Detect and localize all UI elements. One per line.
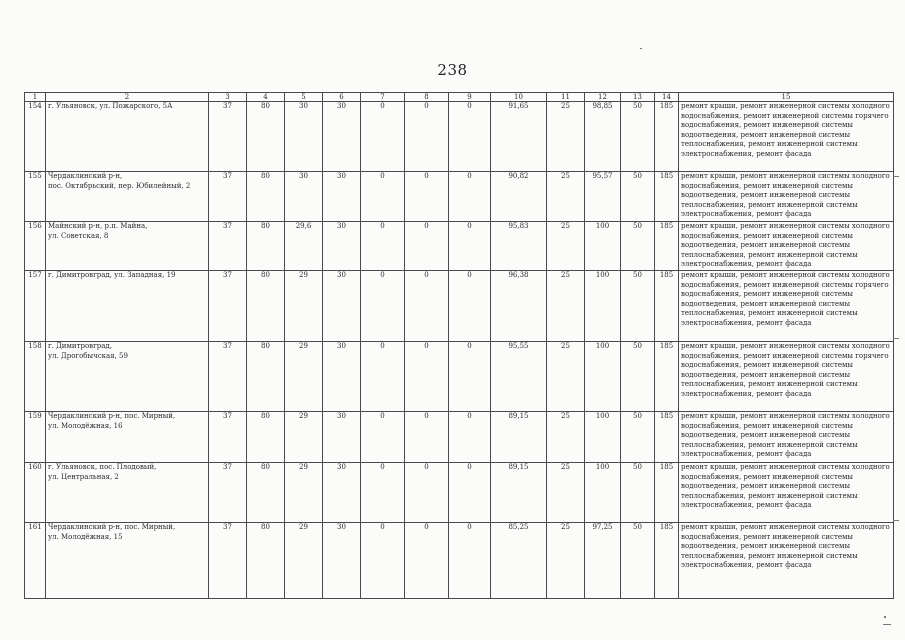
address-cell bbox=[46, 462, 209, 522]
address-cell bbox=[46, 411, 209, 462]
address-line: Чердаклинский р-н, пос. Мирный, bbox=[48, 522, 176, 531]
col-6-value: 30 bbox=[323, 341, 361, 411]
col-9-value: 0 bbox=[449, 411, 491, 462]
col-9-value: 0 bbox=[449, 172, 491, 222]
address-line: ул. Молодёжная, 16 bbox=[48, 421, 123, 430]
col-6-value: 30 bbox=[323, 462, 361, 522]
row-number: 155 bbox=[25, 172, 46, 222]
col-14-value: 185 bbox=[655, 522, 679, 598]
column-header: 8 bbox=[405, 93, 449, 102]
table-row bbox=[25, 411, 894, 462]
col-7-value: 0 bbox=[361, 270, 405, 341]
col-11-value: 25 bbox=[547, 411, 585, 462]
col-3-value: 37 bbox=[209, 222, 247, 271]
col-4-value: 80 bbox=[247, 270, 285, 341]
repair-works-description: ремонт крыши, ремонт инженерной системы холодного водоснабжения, ремонт инженерной системы водоотведения, ремонт инженерной системы теплоснабжения, ремонт инженерной системы электроснабжения, ремонт фасада bbox=[679, 522, 894, 598]
col-12-value: 100 bbox=[585, 411, 621, 462]
repair-works-description: ремонт крыши, ремонт инженерной системы холодного водоснабжения, ремонт инженерной системы горячего водоснабжения, ремонт инженерной системы водоотведения, ремонт инженерной системы теплоснабжения, ремонт инженерной системы электроснабжения, ремонт фасада bbox=[679, 102, 894, 172]
repair-works-description: ремонт крыши, ремонт инженерной системы холодного водоснабжения, ремонт инженерной системы горячего водоснабжения, ремонт инженерной системы водоотведения, ремонт инженерной системы теплоснабжения, ремонт инженерной системы электроснабжения, ремонт фасада bbox=[679, 341, 894, 411]
col-6-value: 30 bbox=[323, 222, 361, 271]
col-4-value: 80 bbox=[247, 341, 285, 411]
col-7-value: 0 bbox=[361, 462, 405, 522]
col-3-value: 37 bbox=[209, 341, 247, 411]
col-3-value: 37 bbox=[209, 462, 247, 522]
address-line: г. Димитровград, bbox=[48, 341, 112, 350]
col-12-value: 98,85 bbox=[585, 102, 621, 172]
col-12-value: 100 bbox=[585, 222, 621, 271]
column-header: 4 bbox=[247, 93, 285, 102]
col-12-value: 100 bbox=[585, 270, 621, 341]
col-4-value: 80 bbox=[247, 462, 285, 522]
col-5-value: 29 bbox=[285, 341, 323, 411]
column-header: 5 bbox=[285, 93, 323, 102]
col-3-value: 37 bbox=[209, 270, 247, 341]
column-header: 7 bbox=[361, 93, 405, 102]
col-8-value: 0 bbox=[405, 341, 449, 411]
col-11-value: 25 bbox=[547, 172, 585, 222]
col-6-value: 30 bbox=[323, 522, 361, 598]
col-3-value: 37 bbox=[209, 172, 247, 222]
col-3-value: 37 bbox=[209, 102, 247, 172]
address-cell bbox=[46, 222, 209, 271]
col-14-value: 185 bbox=[655, 341, 679, 411]
table-row bbox=[25, 462, 894, 522]
col-6-value: 30 bbox=[323, 172, 361, 222]
col-10-value: 91,65 bbox=[491, 102, 547, 172]
repair-works-description: ремонт крыши, ремонт инженерной системы холодного водоснабжения, ремонт инженерной системы водоотведения, ремонт инженерной системы теплоснабжения, ремонт инженерной системы электроснабжения, ремонт фасада bbox=[679, 222, 894, 271]
address-line: ул. Дрогобычская, 59 bbox=[48, 351, 128, 360]
housing-repair-table bbox=[24, 92, 894, 599]
col-5-value: 29 bbox=[285, 270, 323, 341]
col-5-value: 30 bbox=[285, 102, 323, 172]
column-header: 6 bbox=[323, 93, 361, 102]
row-number: 159 bbox=[25, 411, 46, 462]
col-7-value: 0 bbox=[361, 341, 405, 411]
col-8-value: 0 bbox=[405, 270, 449, 341]
row-number: 158 bbox=[25, 341, 46, 411]
col-9-value: 0 bbox=[449, 462, 491, 522]
col-3-value: 37 bbox=[209, 522, 247, 598]
scan-mark bbox=[893, 176, 899, 177]
col-10-value: 95,83 bbox=[491, 222, 547, 271]
col-10-value: 95,55 bbox=[491, 341, 547, 411]
address-line: г. Ульяновск, ул. Пожарского, 5А bbox=[48, 102, 173, 110]
col-7-value: 0 bbox=[361, 522, 405, 598]
address-cell bbox=[46, 172, 209, 222]
col-7-value: 0 bbox=[361, 411, 405, 462]
scan-mark bbox=[884, 616, 886, 618]
table-row bbox=[25, 341, 894, 411]
col-11-value: 25 bbox=[547, 222, 585, 271]
scan-mark bbox=[883, 624, 891, 625]
repair-works-description: ремонт крыши, ремонт инженерной системы холодного водоснабжения, ремонт инженерной системы водоотведения, ремонт инженерной системы теплоснабжения, ремонт инженерной системы электроснабжения, ремонт фасада bbox=[679, 411, 894, 462]
address-line: Чердаклинский р-н, пос. Мирный, bbox=[48, 411, 176, 420]
col-10-value: 89,15 bbox=[491, 411, 547, 462]
column-header: 13 bbox=[621, 93, 655, 102]
row-number: 160 bbox=[25, 462, 46, 522]
col-14-value: 185 bbox=[655, 222, 679, 271]
address-line: ул. Советская, 8 bbox=[48, 231, 109, 240]
col-12-value: 95,57 bbox=[585, 172, 621, 222]
page-number: 238 bbox=[437, 61, 468, 79]
table-row bbox=[25, 172, 894, 222]
col-14-value: 185 bbox=[655, 102, 679, 172]
column-number-row bbox=[25, 93, 894, 102]
address-cell bbox=[46, 102, 209, 172]
repair-works-description: ремонт крыши, ремонт инженерной системы холодного водоснабжения, ремонт инженерной системы водоотведения, ремонт инженерной системы теплоснабжения, ремонт инженерной системы электроснабжения, ремонт фасада bbox=[679, 172, 894, 222]
col-4-value: 80 bbox=[247, 411, 285, 462]
column-header: 15 bbox=[679, 93, 894, 102]
scan-mark bbox=[640, 48, 642, 49]
col-7-value: 0 bbox=[361, 172, 405, 222]
col-12-value: 100 bbox=[585, 341, 621, 411]
col-14-value: 185 bbox=[655, 172, 679, 222]
col-10-value: 96,38 bbox=[491, 270, 547, 341]
col-3-value: 37 bbox=[209, 411, 247, 462]
table-body bbox=[25, 102, 894, 599]
col-14-value: 185 bbox=[655, 411, 679, 462]
col-13-value: 50 bbox=[621, 411, 655, 462]
row-number: 154 bbox=[25, 102, 46, 172]
address-cell bbox=[46, 522, 209, 598]
address-cell bbox=[46, 341, 209, 411]
col-6-value: 30 bbox=[323, 270, 361, 341]
address-line: Майнский р-н, р.п. Майна, bbox=[48, 222, 148, 230]
address-line: Чердаклинский р-н, bbox=[48, 172, 123, 180]
table-row bbox=[25, 270, 894, 341]
col-8-value: 0 bbox=[405, 462, 449, 522]
row-number: 156 bbox=[25, 222, 46, 271]
col-10-value: 89,15 bbox=[491, 462, 547, 522]
col-11-value: 25 bbox=[547, 102, 585, 172]
col-8-value: 0 bbox=[405, 222, 449, 271]
column-header: 14 bbox=[655, 93, 679, 102]
column-header: 10 bbox=[491, 93, 547, 102]
column-header: 3 bbox=[209, 93, 247, 102]
col-13-value: 50 bbox=[621, 172, 655, 222]
scan-mark bbox=[893, 520, 899, 521]
col-12-value: 100 bbox=[585, 462, 621, 522]
address-line: пос. Октябрьский, пер. Юбилейный, 2 bbox=[48, 181, 191, 190]
col-10-value: 85,25 bbox=[491, 522, 547, 598]
col-9-value: 0 bbox=[449, 222, 491, 271]
col-5-value: 29 bbox=[285, 462, 323, 522]
col-14-value: 185 bbox=[655, 270, 679, 341]
col-13-value: 50 bbox=[621, 102, 655, 172]
repair-works-description: ремонт крыши, ремонт инженерной системы холодного водоснабжения, ремонт инженерной системы горячего водоснабжения, ремонт инженерной системы водоотведения, ремонт инженерной системы теплоснабжения, ремонт инженерной системы электроснабжения, ремонт фасада bbox=[679, 270, 894, 341]
col-4-value: 80 bbox=[247, 522, 285, 598]
col-10-value: 90,82 bbox=[491, 172, 547, 222]
col-9-value: 0 bbox=[449, 522, 491, 598]
col-5-value: 29 bbox=[285, 411, 323, 462]
scan-mark bbox=[893, 338, 899, 339]
repair-works-description: ремонт крыши, ремонт инженерной системы холодного водоснабжения, ремонт инженерной системы водоотведения, ремонт инженерной системы теплоснабжения, ремонт инженерной системы электроснабжения, ремонт фасада bbox=[679, 462, 894, 522]
row-number: 157 bbox=[25, 270, 46, 341]
col-9-value: 0 bbox=[449, 270, 491, 341]
col-4-value: 80 bbox=[247, 172, 285, 222]
row-number: 161 bbox=[25, 522, 46, 598]
col-13-value: 50 bbox=[621, 341, 655, 411]
col-14-value: 185 bbox=[655, 462, 679, 522]
col-4-value: 80 bbox=[247, 222, 285, 271]
table-row bbox=[25, 102, 894, 172]
col-11-value: 25 bbox=[547, 462, 585, 522]
column-header: 1 bbox=[25, 93, 46, 102]
column-header: 9 bbox=[449, 93, 491, 102]
col-6-value: 30 bbox=[323, 411, 361, 462]
table-row bbox=[25, 222, 894, 271]
col-8-value: 0 bbox=[405, 172, 449, 222]
col-5-value: 30 bbox=[285, 172, 323, 222]
col-7-value: 0 bbox=[361, 102, 405, 172]
table-row bbox=[25, 522, 894, 598]
address-line: г. Димитровград, ул. Западная, 19 bbox=[48, 270, 176, 279]
col-13-value: 50 bbox=[621, 270, 655, 341]
col-13-value: 50 bbox=[621, 222, 655, 271]
col-13-value: 50 bbox=[621, 462, 655, 522]
address-line: ул. Молодёжная, 15 bbox=[48, 532, 123, 541]
col-9-value: 0 bbox=[449, 341, 491, 411]
column-header: 12 bbox=[585, 93, 621, 102]
col-7-value: 0 bbox=[361, 222, 405, 271]
column-header: 2 bbox=[46, 93, 209, 102]
col-11-value: 25 bbox=[547, 522, 585, 598]
col-8-value: 0 bbox=[405, 102, 449, 172]
col-4-value: 80 bbox=[247, 102, 285, 172]
address-cell bbox=[46, 270, 209, 341]
col-5-value: 29,6 bbox=[285, 222, 323, 271]
col-11-value: 25 bbox=[547, 341, 585, 411]
address-line: ул. Центральная, 2 bbox=[48, 472, 119, 481]
col-6-value: 30 bbox=[323, 102, 361, 172]
column-header: 11 bbox=[547, 93, 585, 102]
col-13-value: 50 bbox=[621, 522, 655, 598]
address-line: г. Ульяновск, пос. Плодовый, bbox=[48, 462, 157, 471]
col-8-value: 0 bbox=[405, 411, 449, 462]
col-11-value: 25 bbox=[547, 270, 585, 341]
col-12-value: 97,25 bbox=[585, 522, 621, 598]
col-8-value: 0 bbox=[405, 522, 449, 598]
col-5-value: 29 bbox=[285, 522, 323, 598]
col-9-value: 0 bbox=[449, 102, 491, 172]
